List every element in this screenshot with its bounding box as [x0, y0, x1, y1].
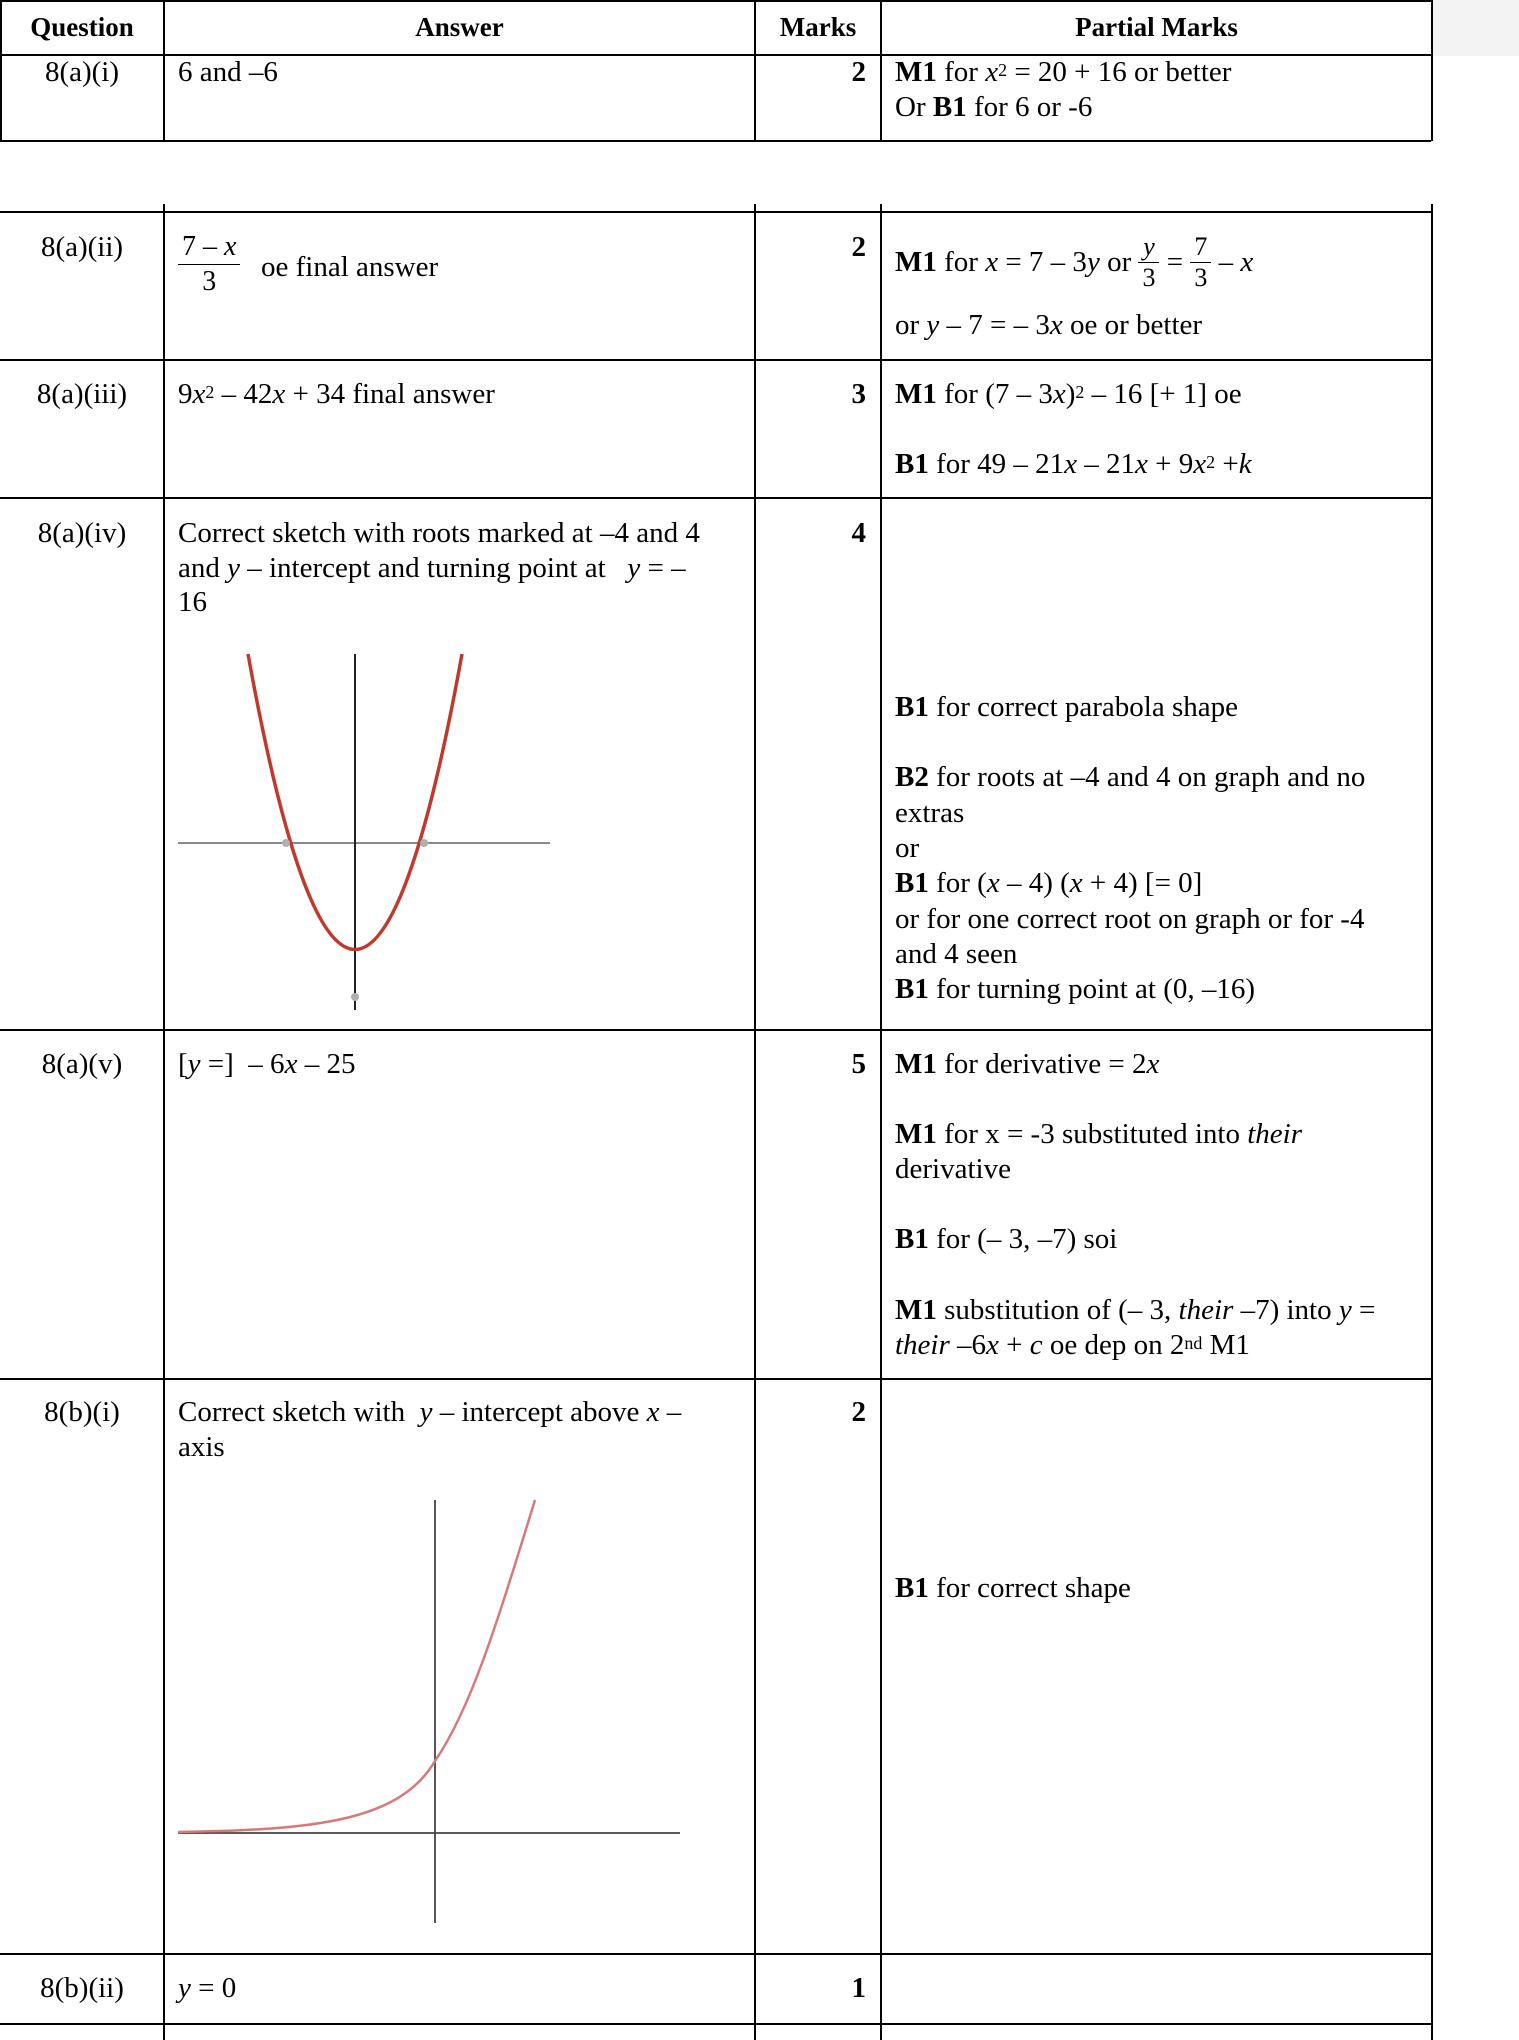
partial-line: B1 for correct parabola shape: [895, 691, 1239, 723]
marks-value: 2: [851, 56, 866, 88]
question-id: 8(a)(iv): [37, 517, 127, 549]
question-id: 8(a)(v): [41, 1048, 123, 1080]
answer-text: [y =] – 6x – 25: [178, 1048, 356, 1080]
partial-line: B1 for correct shape: [895, 1572, 1131, 1604]
question-id: 8(a)(ii): [40, 231, 124, 263]
partial-line: M1 for x = 7 – 3y or $\frac{y}{3}$ = $\frac{7}{3}$ – x: [895, 232, 1254, 292]
partial-line: B1 for $49 - 21x - 21x + 9x^2 +k$: [895, 448, 1252, 480]
question-id: 8(b)(i): [44, 1396, 120, 1428]
header-question: Question: [30, 12, 134, 42]
partial-line: or y – 7 = – 3x oe or better: [895, 309, 1203, 341]
partial-line: their –6x + c oe dep on 2nd M1: [895, 1329, 1250, 1361]
marks-value: 3: [851, 378, 866, 410]
question-id: 8(a)(iii): [36, 378, 128, 410]
answer-text: oe final answer: [261, 251, 439, 283]
partial-line: M1 for x = -3 substituted into their: [895, 1118, 1303, 1150]
root-marker: [282, 839, 290, 847]
answer-line: and y – intercept and turning point at y = –: [178, 552, 686, 584]
partial-line: or: [895, 832, 920, 864]
answer-text: $9x^2 - 42x + 34$ final answer: [178, 378, 495, 410]
header-answer: Answer: [415, 12, 504, 42]
partial-line: B1 for turning point at (0, –16): [895, 973, 1256, 1005]
partial-line: Or B1 for 6 or -6: [895, 91, 1093, 123]
parabola-sketch: [170, 640, 560, 1020]
answer-line: axis: [178, 1431, 225, 1463]
answer-line: Correct sketch with y – intercept above x –: [178, 1396, 682, 1428]
partial-line: M1 for (7 – 3x)$^2$ – 16 [+ 1] oe: [895, 378, 1242, 410]
header-strip: [1431, 0, 1519, 56]
partial-line: or for one correct root on graph or for -4: [895, 903, 1365, 935]
exponential-sketch: [170, 1490, 690, 1940]
header-partial-marks: Partial Marks: [1075, 12, 1238, 42]
question-id: 8(a)(i): [44, 56, 120, 88]
partial-line: B2 for roots at –4 and 4 on graph and no: [895, 761, 1366, 793]
partial-line: M1 for derivative = 2x: [895, 1048, 1160, 1080]
header-marks: Marks: [779, 12, 857, 42]
marks-value: 1: [851, 1972, 866, 2004]
fraction-denominator: 3: [178, 264, 240, 299]
partial-line: derivative: [895, 1153, 1011, 1185]
partial-line: M1 for $x^2 = 20 + 16$ or better: [895, 56, 1232, 88]
exponential-curve: [178, 1500, 535, 1832]
answer-text: y = 0: [178, 1972, 237, 2004]
marks-value: 4: [851, 517, 866, 549]
question-id: 8(b)(ii): [40, 1972, 124, 2004]
marks-value: 5: [851, 1048, 866, 1080]
partial-line: and 4 seen: [895, 938, 1018, 970]
partial-line: B1 for (x – 4) (x + 4) [= 0]: [895, 867, 1203, 899]
marks-value: 2: [851, 1396, 866, 1428]
answer-text: 6 and –6: [178, 56, 278, 88]
turning-point-marker: [351, 993, 359, 1001]
answer-line: 16: [178, 586, 207, 618]
partial-line: extras: [895, 797, 965, 829]
answer-fraction-expression: [178, 230, 240, 299]
partial-line: B1 for (– 3, –7) soi: [895, 1223, 1118, 1255]
answer-line: Correct sketch with roots marked at –4 and 4: [178, 517, 700, 549]
root-marker: [420, 839, 428, 847]
marks-value: 2: [851, 231, 866, 263]
partial-line: M1 substitution of (– 3, their –7) into y =: [895, 1294, 1376, 1326]
fraction-numerator: 7 – x: [182, 231, 237, 262]
